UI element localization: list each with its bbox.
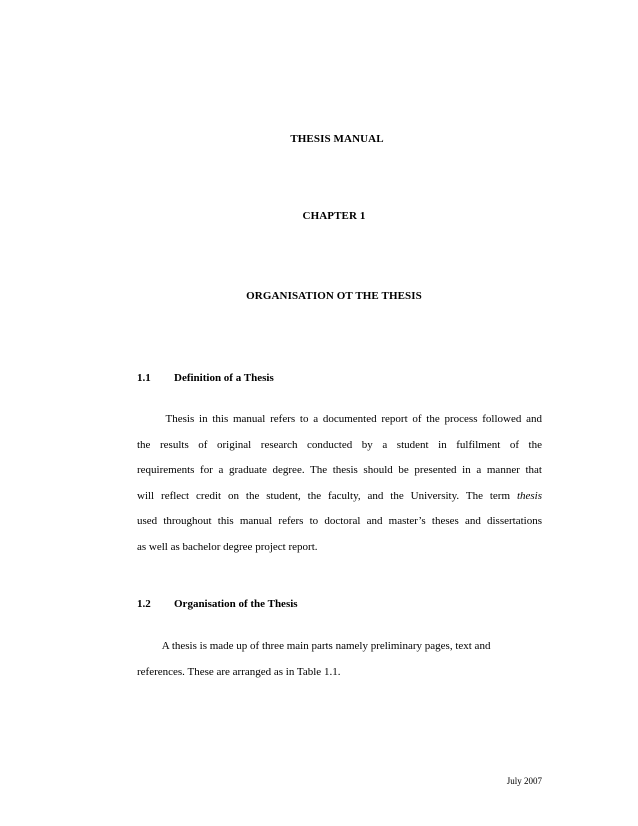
manual-title: THESIS MANUAL: [290, 133, 384, 145]
section-title: Organisation of the Thesis: [174, 598, 298, 610]
paragraph-line: used throughout this manual refers to doctoral and master’s theses and dissertations: [137, 515, 542, 527]
organisation-title: ORGANISATION OT THE THESIS: [246, 290, 422, 302]
section-number: 1.1: [137, 372, 151, 384]
paragraph-line-with-italic: [137, 484, 542, 510]
section-title: Definition of a Thesis: [174, 372, 274, 384]
paragraph-line: as well as bachelor degree project report.: [137, 540, 318, 553]
section-1-2-paragraph: [137, 634, 542, 685]
paragraph-line-text: will reflect credit on the student, the faculty, and the University. The term: [137, 489, 511, 502]
paragraph-line: Thesis in this manual refers to a documented report of the process followed and: [137, 413, 542, 425]
italic-term: thesis: [516, 489, 543, 502]
paragraph-line: references. These are arranged as in Table 1.1.: [137, 665, 341, 678]
section-heading-1-2: [137, 598, 298, 610]
section-heading-1-1: [137, 372, 274, 384]
paragraph-line: A thesis is made up of three main parts namely preliminary pages, text and: [137, 640, 491, 652]
paragraph-line: requirements for a graduate degree. The thesis should be presented in a manner that: [137, 464, 542, 476]
paragraph-line: the results of original research conducted by a student in fulfilment of the: [137, 438, 542, 451]
footer-date: July 2007: [506, 776, 542, 786]
chapter-title: CHAPTER 1: [302, 210, 366, 222]
section-number: 1.2: [137, 598, 151, 610]
section-1-1-paragraph: [137, 407, 542, 560]
